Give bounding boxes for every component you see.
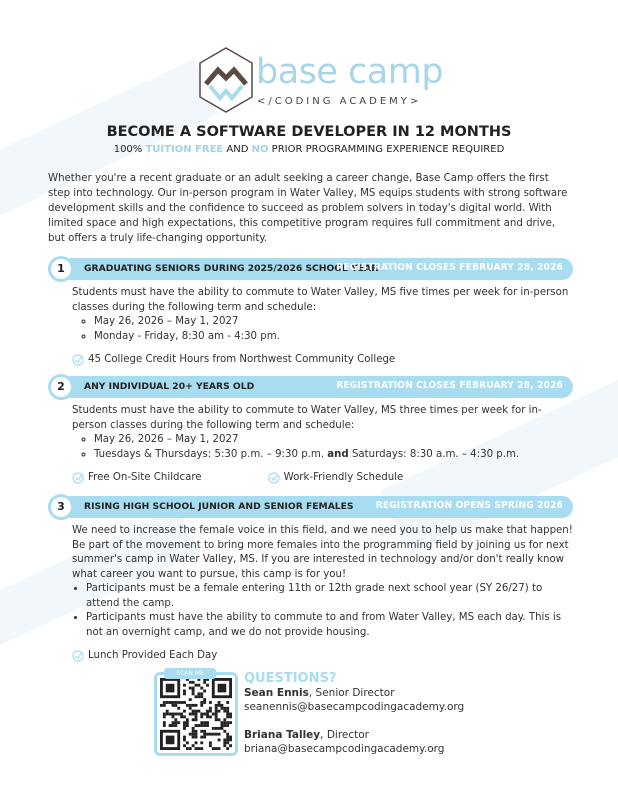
- section-title: ANY INDIVIDUAL 20+ YEARS OLD: [84, 381, 255, 392]
- brand-name: base camp: [256, 52, 444, 92]
- check-circle-icon: [72, 650, 84, 662]
- list-item: • Participants must be a female entering 11th or 12th grade next school year (SY 26/27) to attend the camp.: [86, 582, 573, 611]
- contact-block: QUESTIONS? Sean Ennis, Senior Director seanennis@basecampcodingacademy.org Briana Talley, Director briana@basecampcodingacademy.org: [244, 671, 465, 755]
- section-graduating-seniors: [48, 258, 573, 372]
- check-circle-icon: [268, 472, 280, 484]
- contact-name: Briana Talley: [244, 729, 321, 741]
- perk: 45 College Credit Hours from Northwest Community College: [72, 353, 395, 368]
- section-number: 3: [48, 494, 74, 520]
- section-header: [57, 258, 573, 280]
- page-title: BECOME A SOFTWARE DEVELOPER IN 12 MONTHS: [106, 124, 512, 140]
- list-item: ◦ Monday - Friday, 8:30 am - 4:30 pm.: [94, 330, 573, 345]
- subtitle: 100% TUITION FREE AND NO PRIOR PROGRAMMING EXPERIENCE REQUIRED: [113, 144, 505, 155]
- questions-heading: QUESTIONS?: [244, 671, 337, 686]
- check-circle-icon: [72, 354, 84, 366]
- perk: Work-Friendly Schedule: [268, 471, 404, 486]
- qr-code[interactable]: [154, 672, 238, 756]
- section-header: [57, 376, 573, 398]
- check-circle-icon: [72, 472, 84, 484]
- registration-badge: REGISTRATION OPENS SPRING 2026: [375, 500, 563, 511]
- section-text: Students must have the ability to commute to Water Valley, MS five times per week for in-person classes during the following term and schedule:: [72, 287, 569, 313]
- list-item: • Participants must have the ability to commute to and from Water Valley, MS each day. This is not an overnight camp, and we do not provide housing.: [86, 611, 573, 640]
- section-title: RISING HIGH SCHOOL JUNIOR AND SENIOR FEMALES: [84, 501, 354, 512]
- section-rising-females: [48, 496, 573, 668]
- qr-code-icon: [160, 678, 232, 750]
- list-item: ◦ May 26, 2026 – May 1, 2027: [94, 433, 573, 448]
- section-header: [57, 496, 573, 518]
- perk: Lunch Provided Each Day: [72, 649, 217, 664]
- list-item: ◦ Tuesdays & Thursdays: 5:30 p.m. – 9:30 p.m. and Saturdays: 8:30 a.m. – 4:30 p.m.: [94, 448, 573, 463]
- section-text: We need to increase the female voice in this field, and we need you to help us make that happen! Be part of the movement to bring more females into the programming field by joining us for next summer's camp in Water Valley, MS. If you are interested in technology and/or don't really know what career you want to pursue, this camp is for you!: [72, 525, 573, 580]
- perk: Free On-Site Childcare: [72, 471, 202, 486]
- section-text: Students must have the ability to commute to Water Valley, MS three times per week for in-person classes during the following term and schedule:: [72, 405, 542, 431]
- section-title: GRADUATING SENIORS DURING 2025/2026 SCHOOL YEAR: [84, 263, 379, 274]
- registration-badge: REGISTRATION CLOSES FEBRUARY 28, 2026: [336, 380, 563, 391]
- scan-me-label: SCAN ME: [164, 668, 216, 679]
- contact-email[interactable]: seanennis@basecampcodingacademy.org: [244, 701, 465, 713]
- base-camp-logo-icon: [196, 46, 256, 116]
- intro-paragraph: Whether you're a recent graduate or an adult seeking a career change, Base Camp offers the first step into technology. Our in-person program in Water Valley, MS equips students with strong software development skills and the confidence to succeed as problem solvers in today's digital world. With limited space and high expectations, this competitive program requires full commitment and drive, but offers a truly life-changing opportunity.: [48, 173, 568, 244]
- section-number: 1: [48, 256, 74, 282]
- section-number: 2: [48, 374, 74, 400]
- contact-email[interactable]: briana@basecampcodingacademy.org: [244, 743, 445, 755]
- section-any-individual: [48, 376, 573, 486]
- brand-tagline: </CODING ACADEMY>: [257, 96, 422, 107]
- registration-badge: REGISTRATION CLOSES FEBRUARY 28, 2026: [336, 262, 563, 273]
- list-item: ◦ May 26, 2026 – May 1, 2027: [94, 315, 573, 330]
- contact-name: Sean Ennis: [244, 687, 309, 699]
